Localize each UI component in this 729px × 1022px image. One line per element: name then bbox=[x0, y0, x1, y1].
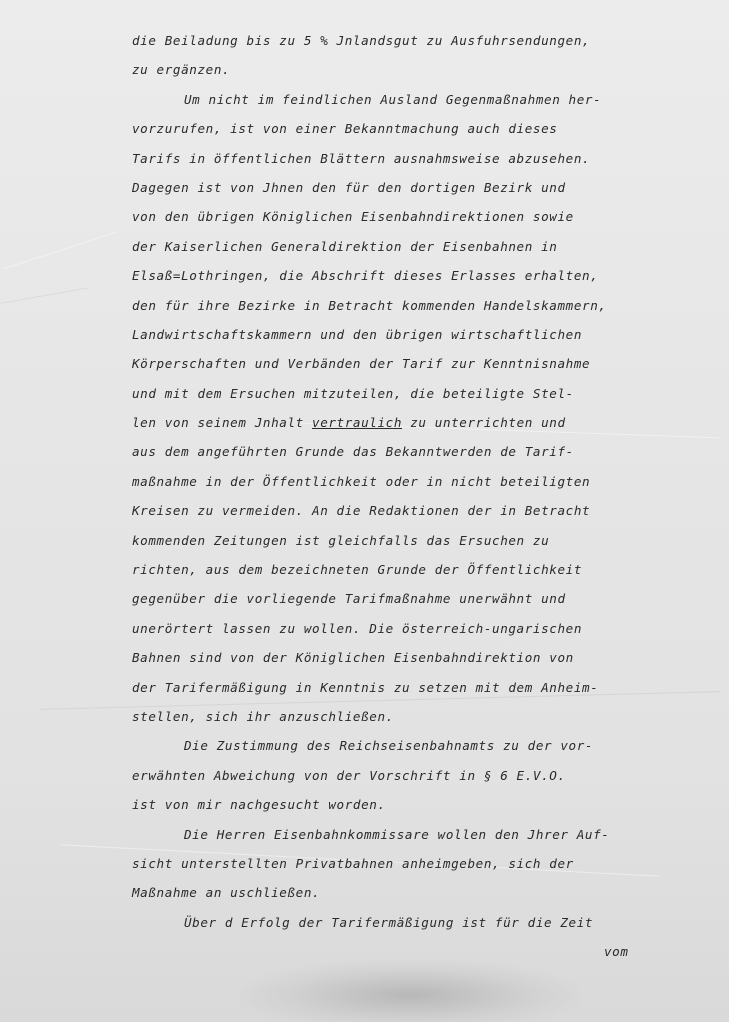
text-line: Die Zustimmung des Reichseisenbahnamts zu der vor- bbox=[184, 738, 594, 754]
text-line: stellen, sich ihr anzuschließen. bbox=[132, 708, 394, 724]
text-line: richten, aus dem bezeichneten Grunde der Öffentlichkeit bbox=[132, 562, 583, 578]
text-line: sicht unterstellten Privatbahnen anheimgeben, sich der bbox=[132, 855, 574, 871]
text-line: kommenden Zeitungen ist gleichfalls das Ersuchen zu bbox=[132, 532, 550, 548]
text-line: unerörtert lassen zu wollen. Die österreich-ungarischen bbox=[132, 620, 583, 636]
text-line: Landwirtschaftskammern und den übrigen wirtschaftlichen bbox=[132, 326, 583, 342]
paper-crease bbox=[1, 287, 90, 304]
text-line: ist von mir nachgesucht worden. bbox=[132, 797, 386, 813]
typed-letter-body bbox=[132, 26, 712, 967]
text-line: Um nicht im feindlichen Ausland Gegenmaßnahmen her- bbox=[184, 91, 602, 107]
text-line: Maßnahme an uschließen. bbox=[132, 885, 321, 901]
text-segment: zu unterrichten und bbox=[402, 415, 566, 431]
text-line: den für ihre Bezirke in Betracht kommenden Handelskammern, bbox=[132, 297, 607, 313]
text-line: gegenüber die vorliegende Tarifmaßnahme unerwähnt und bbox=[132, 591, 566, 607]
text-line: Körperschaften und Verbänden der Tarif zur Kenntnisnahme bbox=[132, 356, 591, 372]
underlined-word: vertraulich bbox=[312, 415, 403, 431]
text-line: der Tarifermäßigung in Kenntnis zu setzen mit dem Anheim- bbox=[132, 679, 599, 695]
text-line: Elsaß=Lothringen, die Abschrift dieses Erlasses erhalten, bbox=[132, 268, 599, 284]
text-line: erwähnten Abweichung von der Vorschrift in § 6 E.V.O. bbox=[132, 767, 566, 783]
text-line: die Beiladung bis zu 5 % Jnlandsgut zu Ausfuhrsendungen, bbox=[132, 33, 591, 48]
text-line: aus dem angeführten Grunde das Bekanntwerden de Tarif- bbox=[132, 444, 574, 460]
text-line: Die Herren Eisenbahnkommissare wollen den Jhrer Auf- bbox=[184, 826, 610, 842]
text-line: Tarifs in öffentlichen Blättern ausnahmsweise abzusehen. bbox=[132, 150, 591, 166]
text-line: zu ergänzen. bbox=[132, 62, 231, 78]
paper-crease bbox=[3, 231, 117, 269]
text-segment: len von seinem Jnhalt bbox=[132, 415, 313, 431]
text-line: der Kaiserlichen Generaldirektion der Eisenbahnen in bbox=[132, 238, 558, 254]
text-line: Bahnen sind von der Königlichen Eisenbahndirektion von bbox=[132, 650, 574, 666]
text-line: vorzurufen, ist von einer Bekanntmachung auch dieses bbox=[132, 121, 558, 137]
text-line: und mit dem Ersuchen mitzuteilen, die beteiligte Stel- bbox=[132, 385, 574, 401]
text-line: vom bbox=[604, 944, 629, 960]
text-line: maßnahme in der Öffentlichkeit oder in nicht beteiligten bbox=[132, 473, 591, 489]
text-line: von den übrigen Königlichen Eisenbahndirektionen sowie bbox=[132, 209, 574, 225]
text-line: Kreisen zu vermeiden. An die Redaktionen der in Betracht bbox=[132, 503, 591, 519]
text-line bbox=[132, 408, 712, 437]
paper-stain bbox=[240, 960, 580, 1022]
text-line: Dagegen ist von Jhnen den für den dortigen Bezirk und bbox=[132, 179, 566, 195]
text-line: Über d Erfolg der Tarifermäßigung ist für die Zeit bbox=[184, 914, 594, 930]
